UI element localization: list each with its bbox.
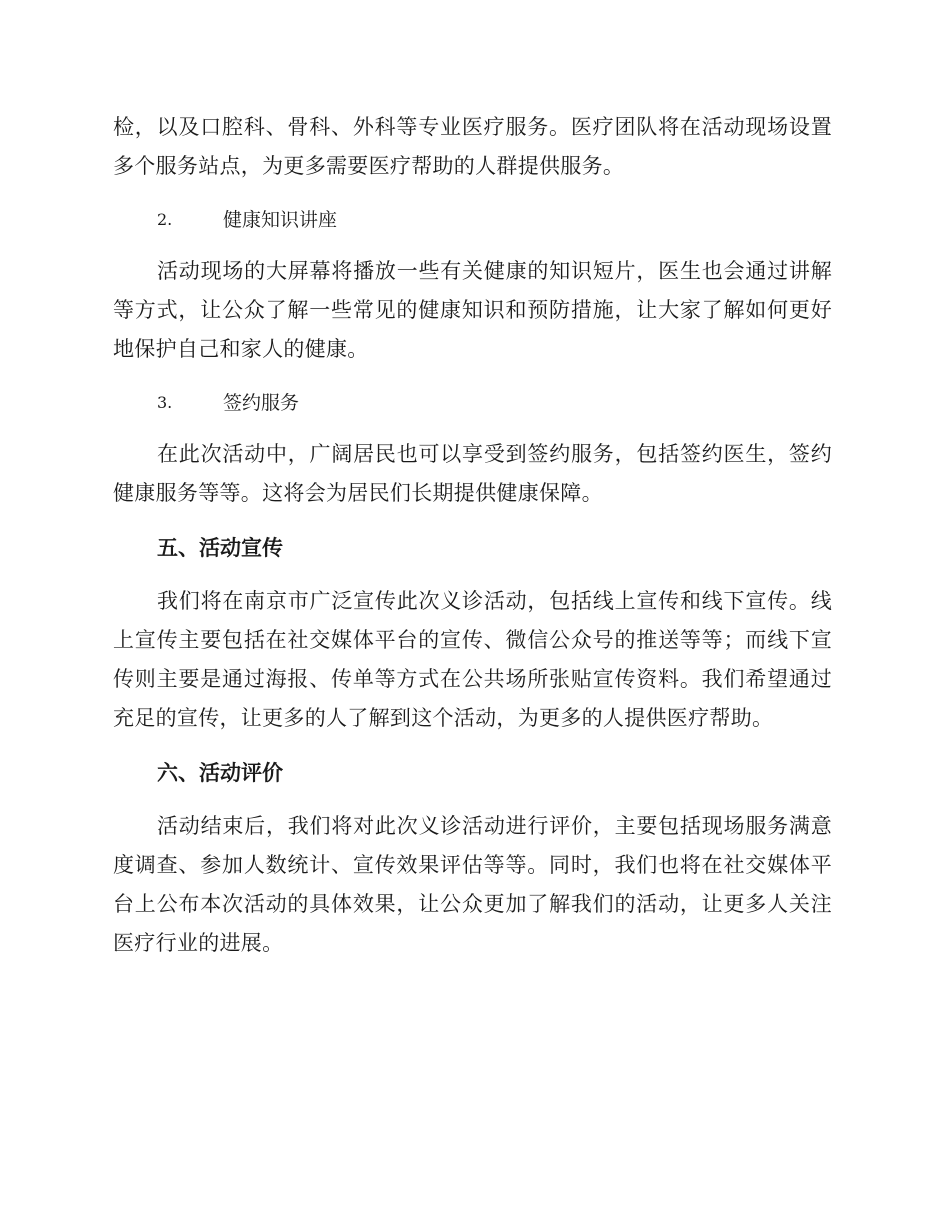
paragraph-contract: 在此次活动中，广阔居民也可以享受到签约服务，包括签约医生，签约健康服务等等。这将会为居民们长期提供健康保障。	[113, 442, 832, 505]
list-item-3	[113, 385, 832, 421]
spacer	[113, 238, 832, 252]
spacer	[113, 513, 832, 529]
list-title: 签约服务	[223, 392, 300, 414]
spacer	[113, 738, 832, 754]
spacer	[113, 186, 832, 202]
spacer	[113, 369, 832, 385]
spacer	[113, 421, 832, 435]
section-heading-publicity: 五、活动宣传	[157, 536, 283, 560]
paragraph-intro: 检，以及口腔科、骨科、外科等专业医疗服务。医疗团队将在活动现场设置多个服务站点，为更多需要医疗帮助的人群提供服务。	[113, 115, 832, 178]
paragraph-publicity: 我们将在南京市广泛宣传此次义诊活动，包括线上宣传和线下宣传。线上宣传主要包括在社交媒体平台的宣传、微信公众号的推送等等；而线下宣传则主要是通过海报、传单等方式在公共场所张贴宣传资料。我们希望通过充足的宣传，让更多的人了解到这个活动，为更多的人提供医疗帮助。	[113, 589, 832, 730]
paragraph-lecture: 活动现场的大屏幕将播放一些有关健康的知识短片，医生也会通过讲解等方式，让公众了解一些常见的健康知识和预防措施，让大家了解如何更好地保护自己和家人的健康。	[113, 259, 832, 361]
list-title: 健康知识讲座	[223, 209, 338, 231]
list-number: 3.	[157, 393, 173, 412]
spacer	[113, 793, 832, 807]
list-number: 2.	[157, 210, 173, 229]
list-item-2	[113, 202, 832, 238]
spacer	[113, 568, 832, 582]
paragraph-evaluation: 活动结束后，我们将对此次义诊活动进行评价，主要包括现场服务满意度调查、参加人数统计、宣传效果评估等等。同时，我们也将在社交媒体平台上公布本次活动的具体效果，让公众更加了解我们的活动，让更多人关注医疗行业的进展。	[113, 814, 832, 955]
section-heading-evaluation: 六、活动评价	[157, 761, 283, 785]
